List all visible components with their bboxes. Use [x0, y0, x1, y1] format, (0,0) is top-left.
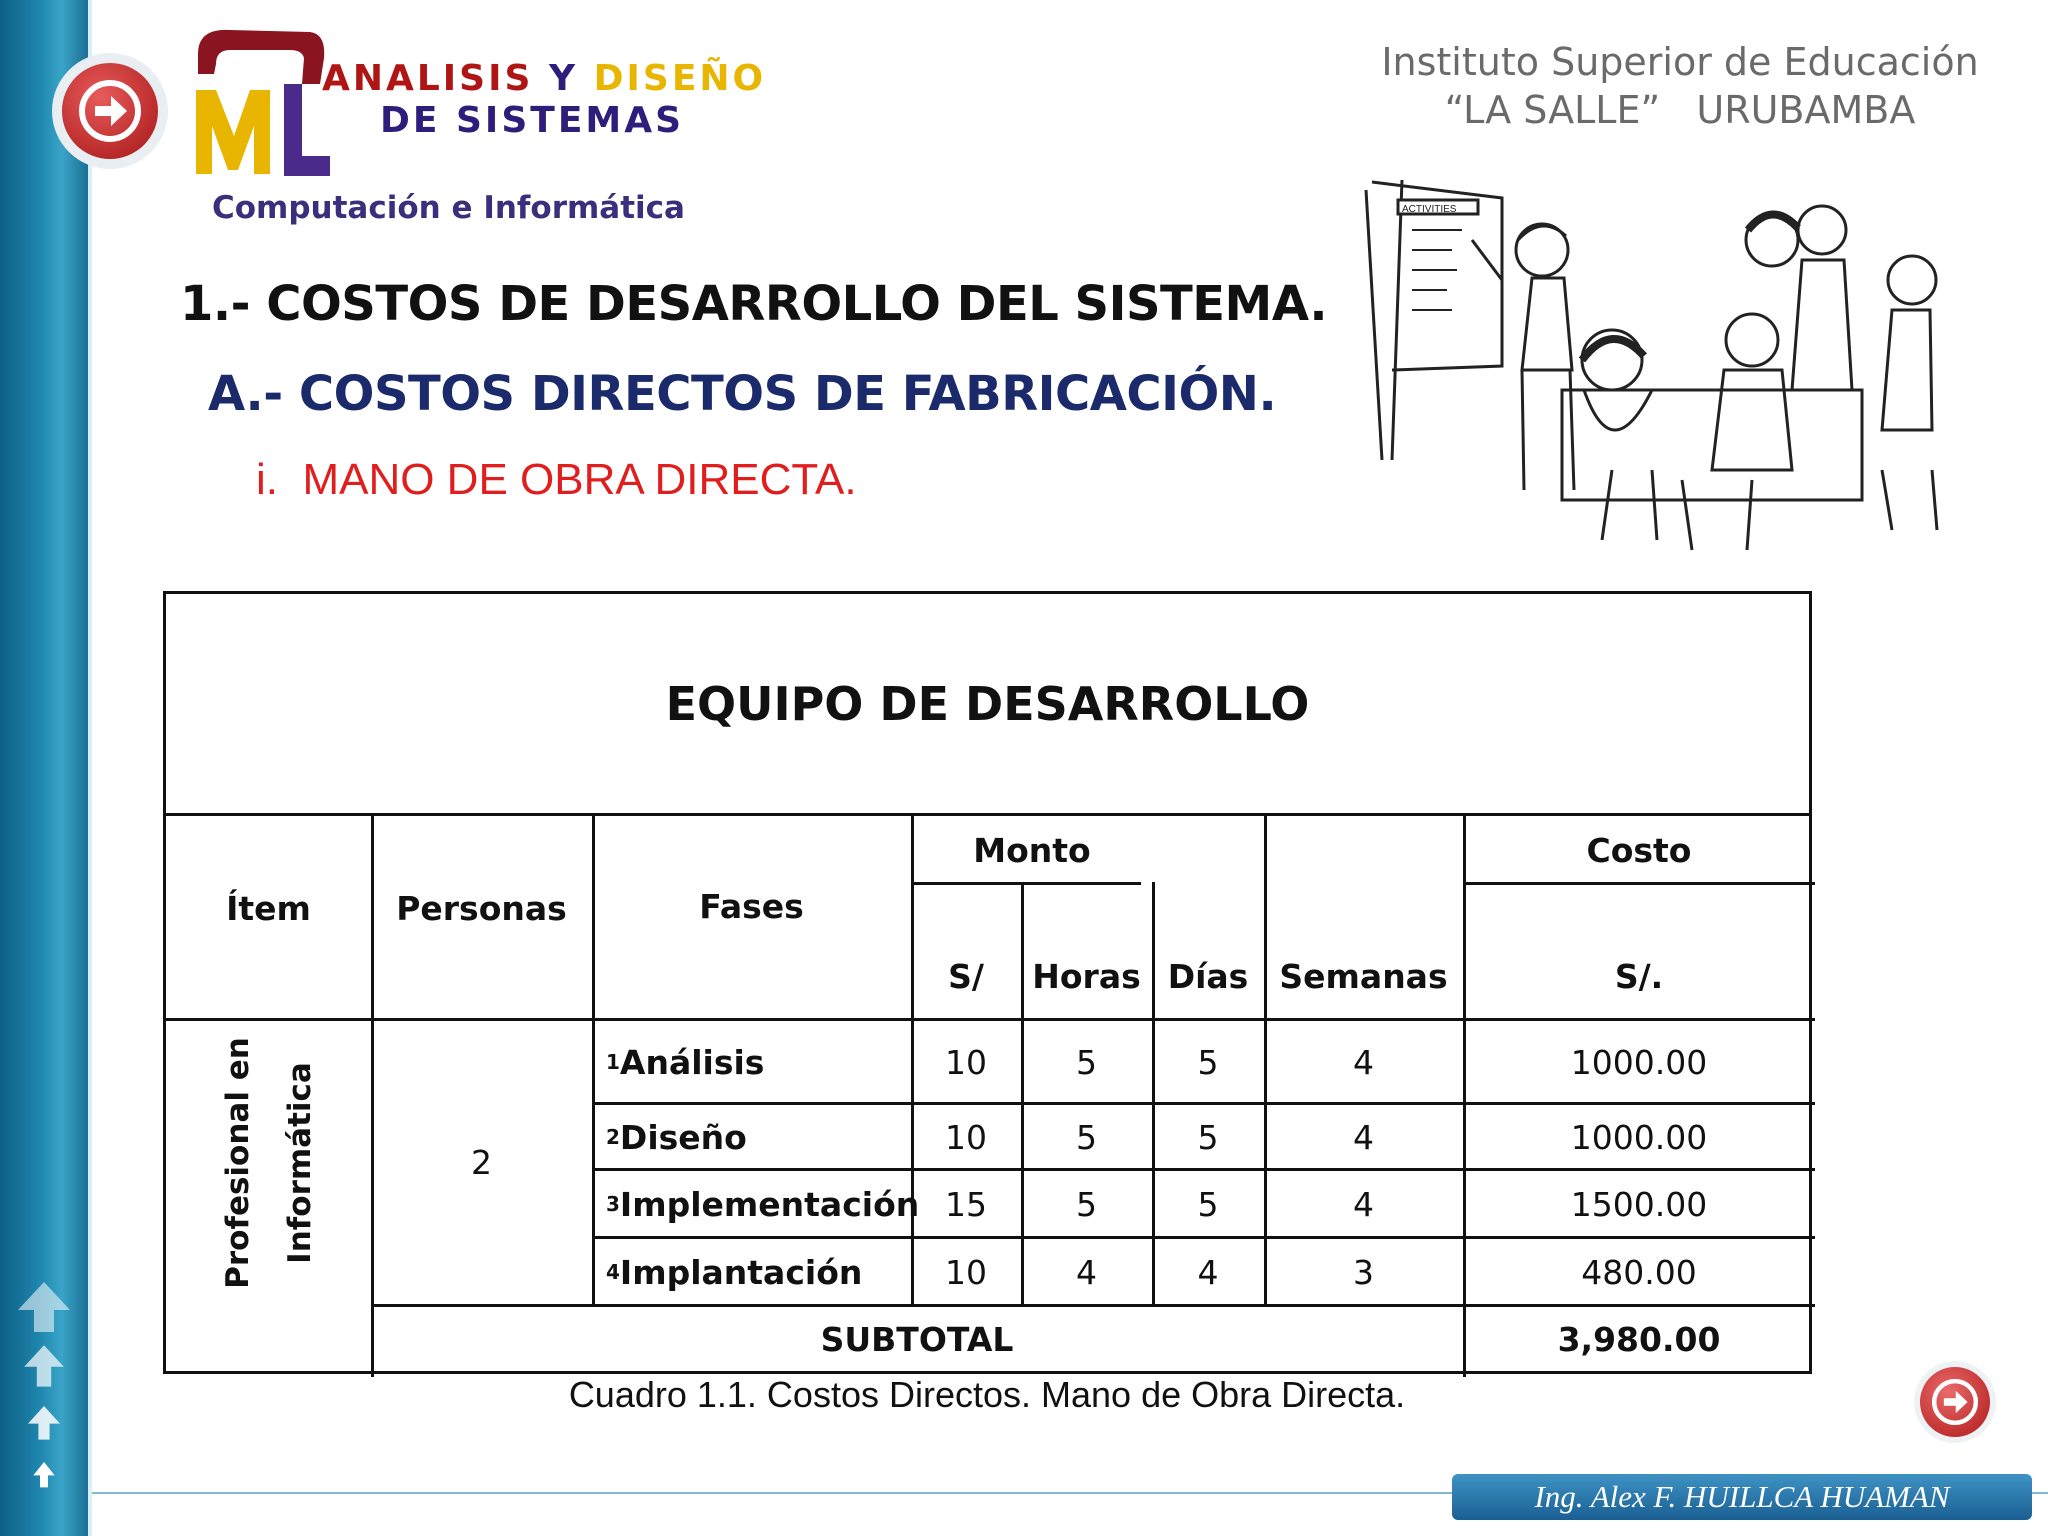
- arrow-up-icon: [14, 1454, 74, 1494]
- costo-cell: 1000.00: [1570, 1117, 1708, 1157]
- arrow-up-icon: [14, 1338, 74, 1392]
- semanas-cell: 4: [1353, 1042, 1374, 1082]
- development-team-table: [163, 591, 1812, 1374]
- header-dias: Días: [1167, 956, 1249, 996]
- uml-logo-icon: [190, 24, 330, 184]
- sidebar-arrows: [14, 1276, 74, 1516]
- table-rule: [911, 882, 1141, 885]
- institution-line1: Instituto Superior de Educación: [1381, 40, 1979, 84]
- dias-cell: 5: [1197, 1184, 1219, 1224]
- header-semanas: Semanas: [1279, 956, 1448, 996]
- brand-title-analisis: ANALISIS: [322, 58, 534, 99]
- fase-cell: [592, 1105, 911, 1169]
- soles-cell: 10: [945, 1042, 987, 1082]
- nav-prev-button[interactable]: [62, 63, 158, 159]
- dias-cell: 5: [1197, 1117, 1219, 1157]
- heading-subsection: i. MANO DE OBRA DIRECTA.: [256, 455, 857, 504]
- fase-cell: [592, 1021, 911, 1103]
- personas-value: 2: [471, 1143, 492, 1182]
- arrow-up-icon: [14, 1276, 74, 1336]
- nav-next-button[interactable]: [1920, 1367, 1990, 1437]
- soles-cell: 10: [945, 1252, 987, 1292]
- table-caption: Cuadro 1.1. Costos Directos. Mano de Obra Directa.: [568, 1374, 1406, 1415]
- brand-subtitle: Computación e Informática: [212, 190, 685, 226]
- sidebar-edge: [88, 0, 92, 1536]
- horas-cell: 5: [1076, 1117, 1097, 1157]
- semanas-cell: 3: [1353, 1252, 1374, 1292]
- heading-main: 1.- COSTOS DE DESARROLLO DEL SISTEMA.: [180, 276, 1328, 332]
- header-costo: Costo: [1586, 830, 1692, 870]
- horas-cell: 5: [1076, 1184, 1097, 1224]
- table-rule: [1465, 882, 1815, 885]
- table-title: EQUIPO DE DESARROLLO: [166, 594, 1809, 816]
- flipchart-sign: [1398, 200, 1478, 215]
- header-personas: Personas: [396, 888, 567, 928]
- institution-name: [1380, 38, 1980, 134]
- brand-title-diseno: DISEÑO: [593, 58, 767, 99]
- brand-title-y: Y: [548, 58, 579, 99]
- item-value-text: [207, 1037, 331, 1289]
- arrow-up-icon: [14, 1398, 74, 1446]
- team-meeting-illustration: [1352, 170, 1952, 560]
- horas-cell: 4: [1076, 1252, 1097, 1292]
- fase-number: 1: [606, 1050, 620, 1074]
- header-horas: Horas: [1032, 956, 1141, 996]
- soles-cell: 15: [945, 1184, 987, 1224]
- header-costo-soles: S/.: [1614, 956, 1664, 996]
- institution-line2: “LA SALLE” URUBAMBA: [1444, 88, 1916, 132]
- fase-cell: [592, 1239, 911, 1305]
- costo-cell: 480.00: [1581, 1252, 1697, 1292]
- semanas-cell: 4: [1353, 1184, 1374, 1224]
- header-fases: Fases: [699, 886, 804, 926]
- fase-number: 4: [606, 1260, 620, 1284]
- dias-cell: 4: [1197, 1252, 1219, 1292]
- item-value-line2: Informática: [281, 1061, 318, 1264]
- brand-title-line1: [322, 58, 766, 99]
- logo-letter: U: [190, 24, 191, 25]
- header-monto-soles: S/: [948, 956, 984, 996]
- brand-title-line2: DE SISTEMAS: [380, 100, 685, 141]
- author-badge: Ing. Alex F. HUILLCA HUAMAN: [1452, 1474, 2032, 1520]
- item-value: [166, 1021, 371, 1304]
- costo-cell: 1000.00: [1570, 1042, 1708, 1082]
- arrow-right-circle-icon: [75, 76, 145, 146]
- fase-cell: [592, 1171, 920, 1237]
- fase-name: Implantación: [619, 1252, 863, 1292]
- fase-name: Diseño: [619, 1117, 747, 1157]
- fase-number: 2: [606, 1125, 620, 1149]
- heading-section: A.- COSTOS DIRECTOS DE FABRICACIÓN.: [208, 366, 1277, 422]
- subtotal-value: 3,980.00: [1557, 1319, 1721, 1359]
- item-value-line1: Profesional en: [219, 1036, 256, 1289]
- header-item: Ítem: [226, 888, 311, 928]
- subtotal-label: SUBTOTAL: [820, 1319, 1014, 1359]
- fase-number: 3: [606, 1192, 620, 1216]
- fase-name: Implementación: [619, 1184, 920, 1224]
- soles-cell: 10: [945, 1117, 987, 1157]
- fase-name: Análisis: [619, 1042, 765, 1082]
- flipchart-sign-text: ACTIVITIES: [1402, 204, 1457, 215]
- dias-cell: 5: [1197, 1042, 1219, 1082]
- arrow-right-circle-icon: [1929, 1376, 1981, 1428]
- horas-cell: 5: [1076, 1042, 1097, 1082]
- semanas-cell: 4: [1353, 1117, 1374, 1157]
- costo-cell: 1500.00: [1570, 1184, 1708, 1224]
- header-monto: Monto: [973, 830, 1091, 870]
